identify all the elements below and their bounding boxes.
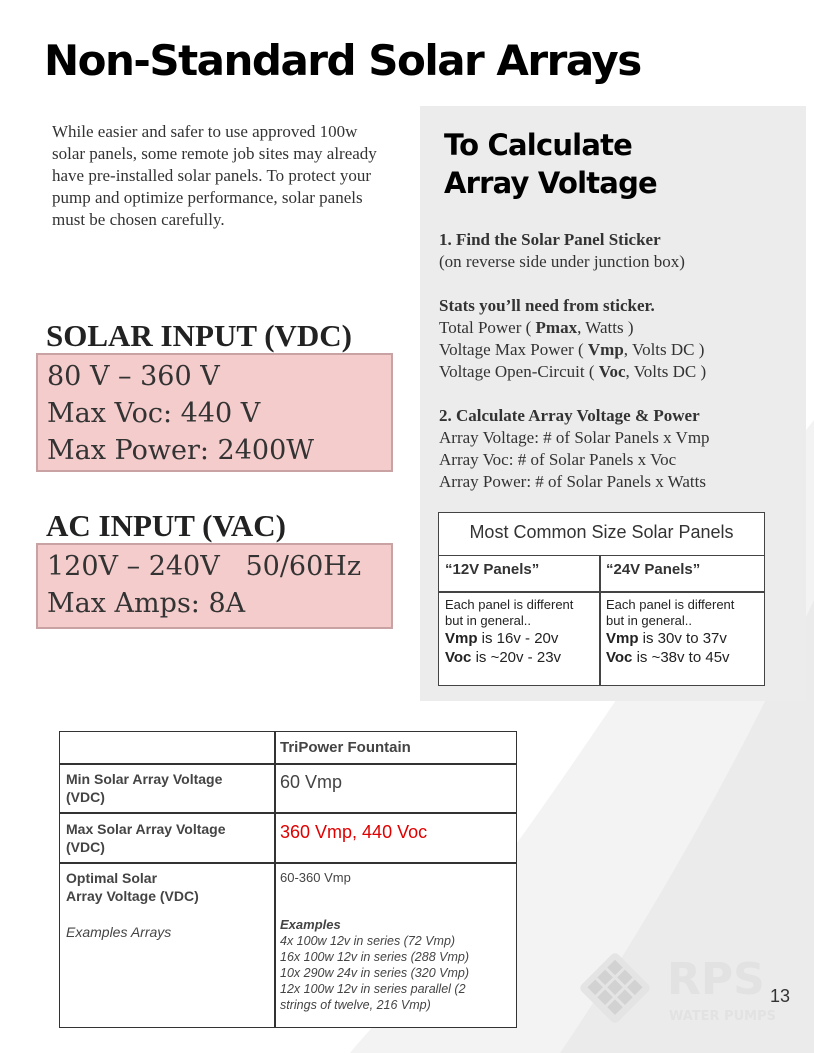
label-line: Array Voltage (VDC) bbox=[66, 888, 199, 904]
stat-text: Voltage Max Power ( bbox=[439, 340, 588, 359]
col-24v-cell bbox=[606, 597, 756, 667]
stat-line bbox=[439, 339, 704, 361]
stat-text: Total Power ( bbox=[439, 318, 536, 337]
page-title: Non-Standard Solar Arrays bbox=[44, 36, 641, 85]
solar-input-box bbox=[36, 353, 393, 472]
cell-text: but in general.. bbox=[445, 613, 532, 628]
panels-table-heading: Most Common Size Solar Panels bbox=[439, 513, 764, 556]
sidebar-title-line: To Calculate bbox=[444, 128, 633, 162]
stat-text: , Volts DC ) bbox=[625, 362, 707, 381]
cell-text: Each panel is different bbox=[445, 597, 574, 612]
step2-line: Array Voltage: # of Solar Panels x Vmp bbox=[439, 428, 710, 447]
table-divider bbox=[60, 763, 516, 765]
cell-vmp bbox=[606, 629, 756, 648]
cell-value: is ~20v - 23v bbox=[471, 649, 562, 666]
solar-input-line: Max Power: 2400W bbox=[47, 435, 315, 466]
optimal-voltage-label bbox=[66, 869, 199, 905]
label-line: (VDC) bbox=[66, 789, 105, 805]
cell-text: but in general.. bbox=[606, 613, 693, 628]
cell-voc bbox=[606, 648, 756, 667]
example-item: 4x 100w 12v in series (72 Vmp) bbox=[280, 934, 456, 948]
cell-text: Each panel is different bbox=[606, 597, 735, 612]
sidebar-title-line: Array Voltage bbox=[444, 166, 657, 200]
ac-input-line: 120V – 240V 50/60Hz bbox=[47, 551, 362, 582]
table-divider bbox=[60, 812, 516, 814]
examples-list bbox=[280, 917, 469, 1013]
example-item: 12x 100w 12v in series parallel (2 bbox=[280, 982, 466, 996]
stat-key: Pmax bbox=[535, 318, 578, 337]
tripower-header: TriPower Fountain bbox=[280, 739, 411, 756]
table-divider bbox=[599, 555, 601, 685]
cell-key: Vmp bbox=[606, 630, 639, 647]
cell-voc bbox=[445, 648, 595, 667]
cell-value: is 16v - 20v bbox=[477, 630, 559, 647]
ac-input-line: Max Amps: 8A bbox=[47, 588, 246, 619]
stat-line bbox=[439, 317, 634, 339]
ac-input-box bbox=[36, 543, 393, 629]
stat-text: Voltage Open-Circuit ( bbox=[439, 362, 599, 381]
step1-heading: 1. Find the Solar Panel Sticker bbox=[439, 230, 661, 249]
label-line: Min Solar Array Voltage bbox=[66, 771, 223, 787]
label-line: Optimal Solar bbox=[66, 870, 158, 886]
stat-text: , Volts DC ) bbox=[623, 340, 705, 359]
rps-logo bbox=[575, 948, 790, 1028]
cell-key: Voc bbox=[606, 649, 633, 666]
stat-key: Vmp bbox=[587, 340, 624, 359]
table-divider bbox=[274, 732, 276, 1027]
ac-input-heading: AC INPUT (VAC) bbox=[46, 508, 286, 543]
min-voltage-label bbox=[66, 770, 222, 806]
logo-subtext: WATER PUMPS bbox=[669, 1009, 777, 1024]
common-panels-table bbox=[438, 512, 765, 686]
stat-key: Voc bbox=[598, 362, 626, 381]
table-divider bbox=[439, 591, 764, 593]
label-line: Max Solar Array Voltage bbox=[66, 821, 226, 837]
max-voltage-label bbox=[66, 820, 226, 856]
example-item: 10x 290w 24v in series (320 Vmp) bbox=[280, 966, 469, 980]
table-divider bbox=[60, 862, 516, 864]
col-12v-cell bbox=[445, 597, 595, 667]
sidebar-title bbox=[444, 126, 657, 202]
cell-value: is ~38v to 45v bbox=[632, 649, 730, 666]
intro-paragraph: While easier and safer to use approved 100w solar panels, some remote job sites may already have pre-installed solar panels. To protect your pump and optimize performance, solar panels must be chosen carefully. bbox=[52, 122, 377, 229]
cell-key: Voc bbox=[445, 649, 472, 666]
page-number: 13 bbox=[770, 986, 791, 1006]
stat-line bbox=[439, 361, 706, 383]
example-item: 16x 100w 12v in series (288 Vmp) bbox=[280, 950, 469, 964]
col-12v-heading: “12V Panels” bbox=[445, 561, 540, 578]
label-line: (VDC) bbox=[66, 839, 105, 855]
solar-input-line: 80 V – 360 V bbox=[47, 361, 220, 392]
examples-heading: Examples bbox=[280, 917, 341, 932]
stat-text: , Watts ) bbox=[577, 318, 634, 337]
step2-line: Array Power: # of Solar Panels x Watts bbox=[439, 472, 706, 491]
examples-arrays-label: Examples Arrays bbox=[66, 924, 172, 940]
col-24v-heading: “24V Panels” bbox=[606, 561, 701, 578]
step2-line: Array Voc: # of Solar Panels x Voc bbox=[439, 450, 677, 469]
example-item: strings of twelve, 216 Vmp) bbox=[280, 998, 431, 1012]
tripower-table bbox=[59, 731, 517, 1028]
optimal-voltage-value: 60-360 Vmp bbox=[280, 870, 351, 885]
step1-sub: (on reverse side under junction box) bbox=[439, 252, 685, 271]
step2-heading: 2. Calculate Array Voltage & Power bbox=[439, 406, 700, 425]
min-voltage-value: 60 Vmp bbox=[280, 772, 343, 792]
cell-vmp bbox=[445, 629, 595, 648]
stats-heading: Stats you’ll need from sticker. bbox=[439, 296, 655, 315]
solar-panel-icon bbox=[578, 951, 652, 1025]
max-voltage-value: 360 Vmp, 440 Voc bbox=[280, 822, 428, 842]
cell-key: Vmp bbox=[445, 630, 478, 647]
solar-input-line: Max Voc: 440 V bbox=[47, 398, 261, 429]
solar-input-heading: SOLAR INPUT (VDC) bbox=[46, 318, 353, 353]
logo-text: RPS bbox=[667, 954, 765, 1005]
cell-value: is 30v to 37v bbox=[638, 630, 727, 647]
